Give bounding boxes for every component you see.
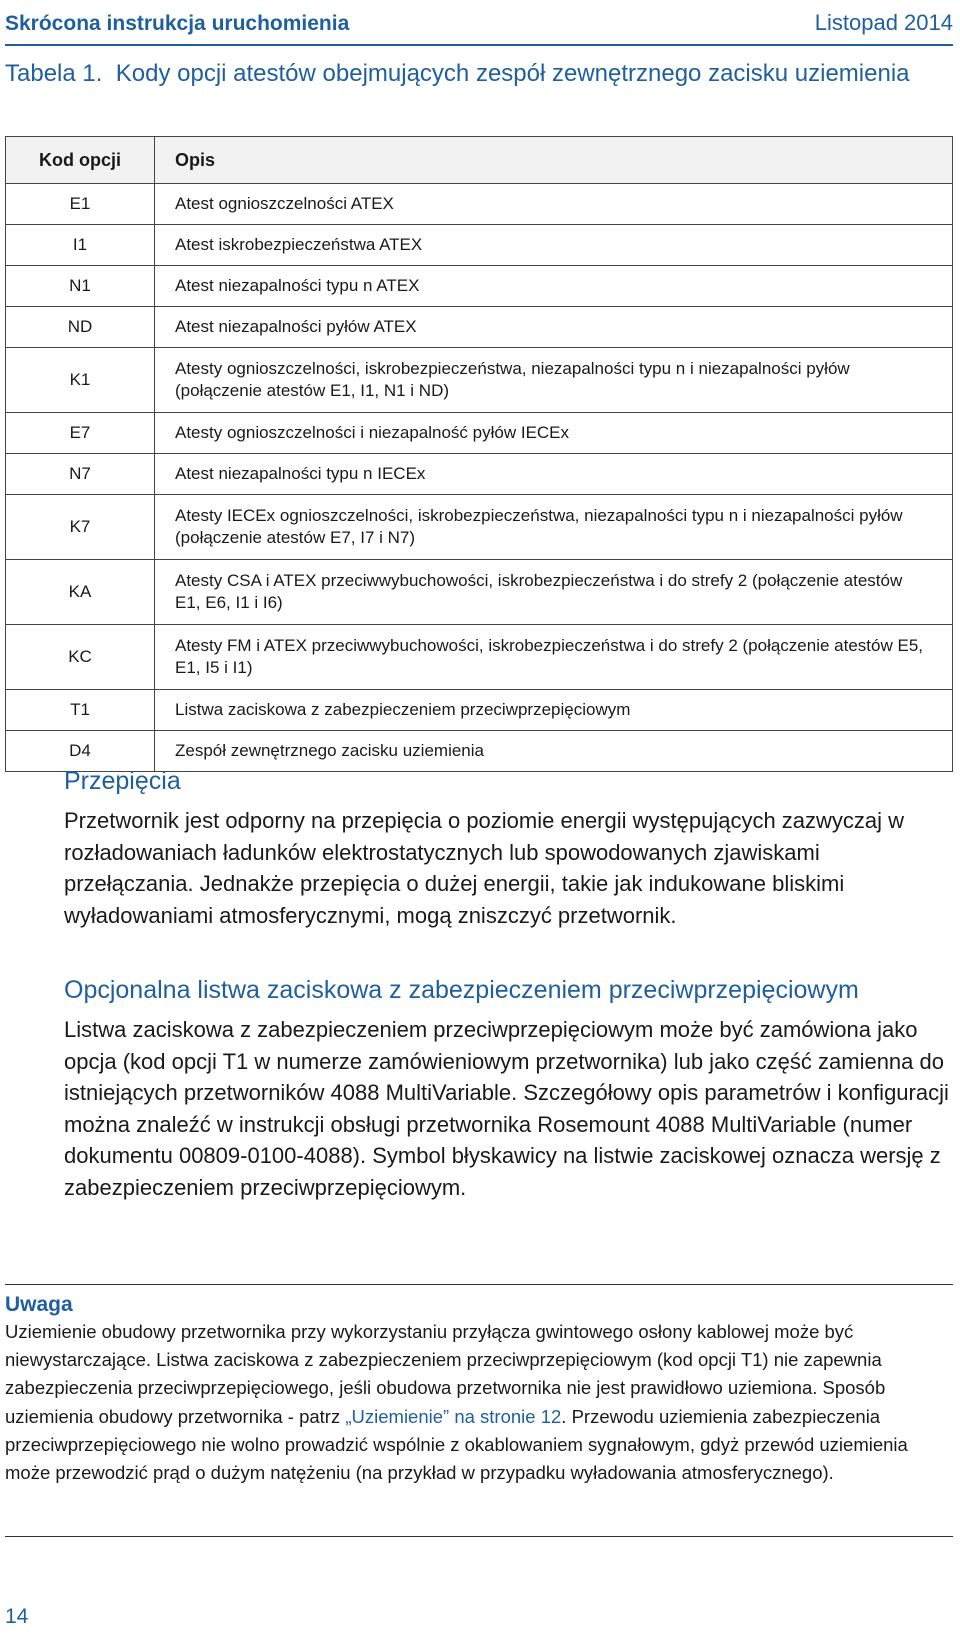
option-code-cell: T1 [6,690,155,731]
note-text-part: Uziemienie obudowy przetwornika przy wykorzystaniu przyłącza gwintowego osłony kablowej może być niewystarczające. Listwa zaciskowa z zabezpieczeniem przeciwprzepięciowym (kod opcji T1) nie zapewnia zabezpieczenia przeciwprzepięciowego, jeśli obudowa przetwornika nie jest prawidłowo uziemiona. Sposób uziemienia obudowy przetwornika - patrz [5,1321,886,1427]
table-row [6,266,953,307]
option-code-cell: K1 [6,348,155,413]
option-codes-table [5,136,953,772]
option-code-cell: K7 [6,495,155,560]
description-cell: Atesty ognioszczelności, iskrobezpieczeństwa, niezapalności typu n i niezapalności pyłów (połączenie atestów E1, I1, N1 i ND) [155,348,953,413]
column-header-description: Opis [155,137,953,184]
table-row [6,731,953,772]
option-code-cell: N1 [6,266,155,307]
description-cell: Atest niezapalności pyłów ATEX [155,307,953,348]
table-row [6,184,953,225]
option-code-cell: E1 [6,184,155,225]
table-row [6,495,953,560]
description-cell: Atesty FM i ATEX przeciwwybuchowości, iskrobezpieczeństwa i do strefy 2 (połączenie atestów E5, E1, I5 i I1) [155,625,953,690]
table-row [6,225,953,266]
table-caption-text: Kody opcji atestów obejmujących zespół zewnętrznego zacisku uziemienia [115,60,910,87]
document-date: Listopad 2014 [814,10,953,35]
document-title: Skrócona instrukcja uruchomienia [5,12,350,35]
note-title: Uwaga [5,1293,73,1316]
table-row [6,625,953,690]
note-bottom-divider [5,1536,953,1537]
table-caption-label: Tabela 1. [5,60,103,87]
table-row [6,413,953,454]
description-cell: Atest niezapalności typu n IECEx [155,454,953,495]
note-text-part: . Przewodu uziemienia zabezpieczenia przeciwprzepięciowego nie wolno prowadzić wspólnie z okablowaniem sygnałowym, gdyż przewód uziemienia może przewodzić prąd o dużym natężeniu (na przykład w przypadku wyładowania atmosferycznego). [5,1405,908,1484]
table-row [6,348,953,413]
page-number: 14 [5,1605,29,1628]
note-text [5,1318,950,1487]
table-row [6,690,953,731]
section-text-terminal-block: Listwa zaciskowa z zabezpieczeniem przeciwprzepięciowym może być zamówiona jako opcja (kod opcji T1 w numerze zamówieniowym przetwornika) lub jako część zamienna do istniejących przetworników 4088 MultiVariable. Szczegółowy opis parametrów i konfiguracji można znaleźć w instrukcji obsługi przetwornika Rosemount 4088 MultiVariable (numer dokumentu 00809-0100-4088). Symbol błyskawicy na listwie zaciskowej oznacza wersję z zabezpieczeniem przeciwprzepięciowym. [64,1017,949,1200]
option-code-cell: ND [6,307,155,348]
option-code-cell: D4 [6,731,155,772]
description-cell: Atesty ognioszczelności i niezapalność pyłów IECEx [155,413,953,454]
option-code-cell: I1 [6,225,155,266]
column-header-code: Kod opcji [6,137,155,184]
table-header-row [6,137,953,184]
table-caption [5,58,945,89]
option-code-cell: KA [6,560,155,625]
section-heading-terminal-block: Opcjonalna listwa zaciskowa z zabezpieczeniem przeciwprzepięciowym [64,976,859,1004]
option-code-cell: E7 [6,413,155,454]
description-cell: Atest ognioszczelności ATEX [155,184,953,225]
section-text-surges: Przetwornik jest odporny na przepięcia o poziomie energii występujących zazwyczaj w rozładowaniach ładunków elektrostatycznych lub spowodowanych zjawiskami przełączania. Jednakże przepięcia o dużej energii, takie jak indukowane bliskimi wyładowaniami atmosferycznymi, mogą zniszczyć przetwornik. [64,808,905,928]
table-row [6,454,953,495]
table-row [6,307,953,348]
table-row [6,560,953,625]
cross-reference-link[interactable]: „Uziemienie” na stronie 12 [345,1405,562,1427]
note-top-divider [5,1284,953,1285]
description-cell: Atesty IECEx ognioszczelności, iskrobezpieczeństwa, niezapalności typu n i niezapalności pyłów (połączenie atestów E7, I7 i N7) [155,495,953,560]
description-cell: Atesty CSA i ATEX przeciwwybuchowości, iskrobezpieczeństwa i do strefy 2 (połączenie atestów E1, E6, I1 i I6) [155,560,953,625]
page-header [5,8,953,46]
section-heading-surges: Przepięcia [64,767,181,795]
option-code-cell: KC [6,625,155,690]
description-cell: Listwa zaciskowa z zabezpieczeniem przeciwprzepięciowym [155,690,953,731]
description-cell: Atest niezapalności typu n ATEX [155,266,953,307]
description-cell: Zespół zewnętrznego zacisku uziemienia [155,731,953,772]
option-code-cell: N7 [6,454,155,495]
description-cell: Atest iskrobezpieczeństwa ATEX [155,225,953,266]
